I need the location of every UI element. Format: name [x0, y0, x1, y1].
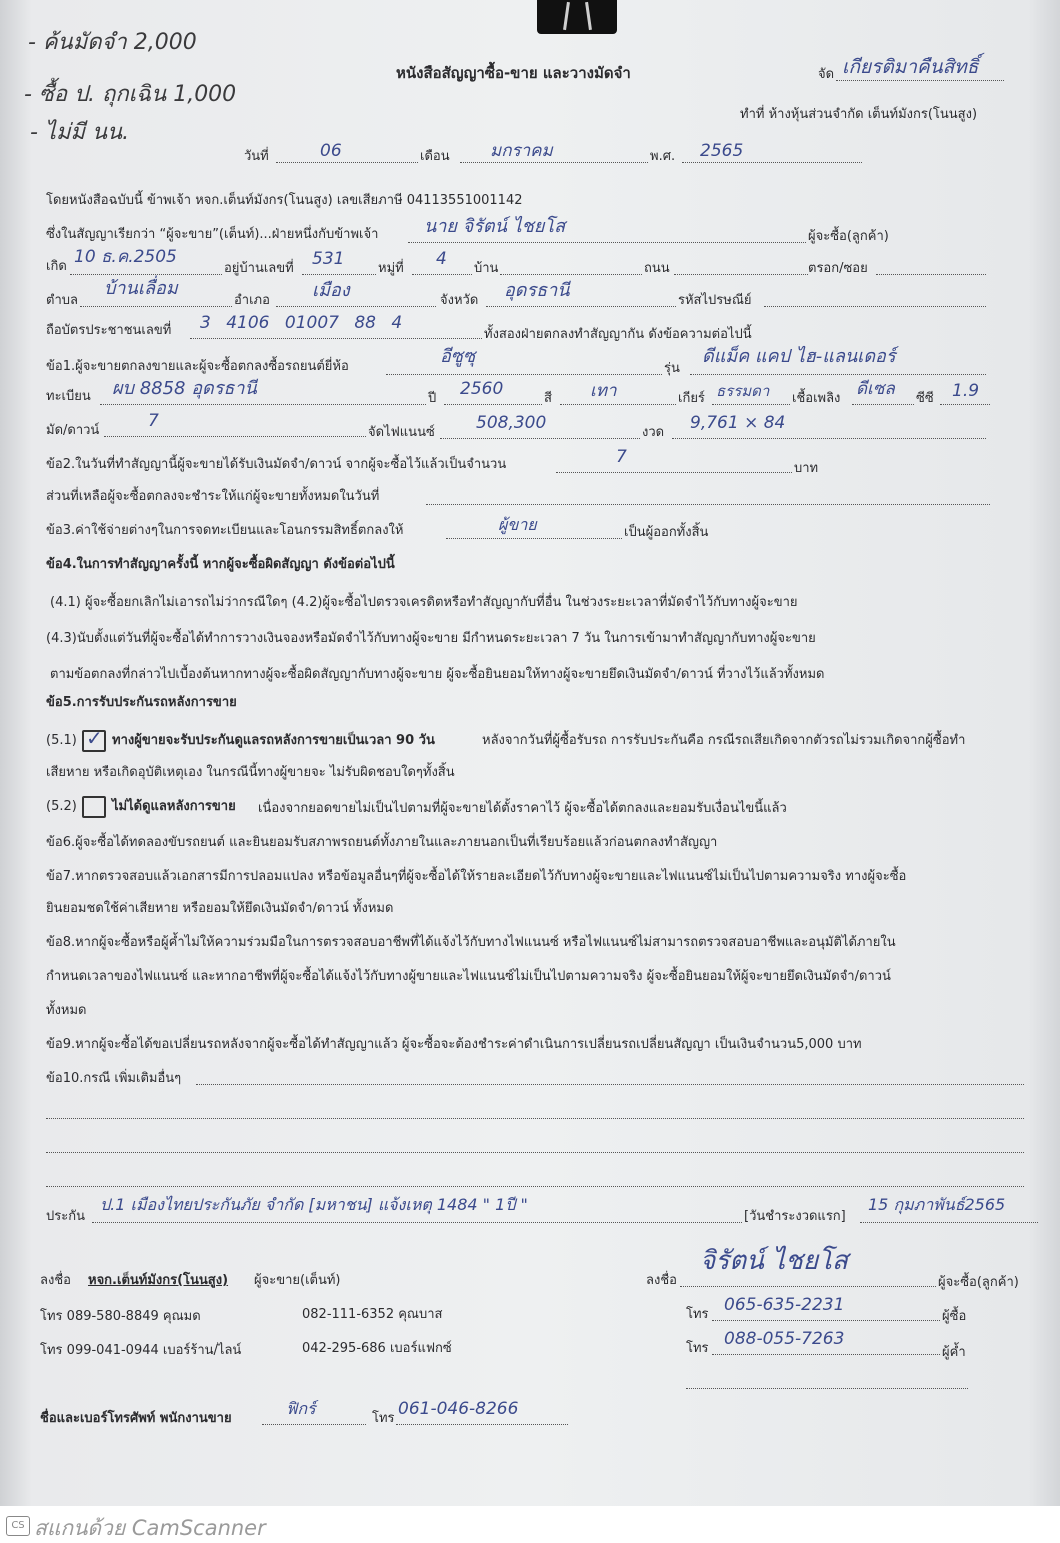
- option-5-2-text: เนื่องจากยอดขายไม่เป็นไปตามที่ผู้จะขายได้ตั้งราคาไว้ ผู้จะซื้อได้ตกลงและยอมรับเงื่อนไขนี้แล้ว: [258, 801, 787, 816]
- clause4-heading: ข้อ4.ในการทำสัญญาครั้งนี้ หากผู้จะซื้อผิดสัญญา ดังข้อต่อไปนี้: [46, 557, 395, 572]
- margin-note-3: - ไม่มี นน.: [30, 120, 130, 145]
- car-color: เทา: [590, 381, 617, 401]
- dotted-line: [460, 162, 648, 163]
- model-label: รุ่น: [664, 361, 680, 376]
- dotted-line: [500, 274, 642, 275]
- clause4-line3: ตามข้อตกลงที่กล่าวไปเบื้องต้นหากทางผู้จะซื้อผิดสัญญากับทางผู้จะขาย ผู้จะซื้อยินยอมให้ทางผู้จะขายยึดเงินมัดจำ/ดาวน์ ที่วางไว้แล้วทั้งหมด: [50, 667, 825, 682]
- document-title: หนังสือสัญญาซื้อ-ขาย และวางมัดจำ: [396, 64, 631, 82]
- clause4-line1: (4.1) ผู้จะซื้อยกเลิกไม่เอารถไม่ว่ากรณีใดๆ (4.2)ผู้จะซื้อไปตรวจเครดิตหรือทำสัญญากับที่อื่น ในช่วงระยะเวลาที่มัดจำไว้กับทางผู้จะขาย: [50, 595, 798, 610]
- first-payment-label: [วันชำระงวดแรก]: [744, 1209, 846, 1224]
- month-label: เดือน: [420, 149, 450, 164]
- tambon-value: บ้านเลื่อม: [104, 278, 178, 299]
- dotted-line: [686, 1388, 968, 1389]
- reg-value: ผบ 8858 อุดรธานี: [112, 378, 257, 399]
- car-cc: 1.9: [952, 381, 980, 401]
- dotted-line: [412, 274, 472, 275]
- car-gear: ธรรมดา: [716, 382, 770, 400]
- moo-value: 4: [436, 249, 447, 269]
- dealer-value: เกียรติมาคืนสิทธิ์: [842, 56, 979, 78]
- car-fuel: ดีเซล: [856, 379, 895, 399]
- staff-phone: 061-046-8266: [398, 1399, 519, 1419]
- tambon-label: ตำบล: [46, 293, 78, 308]
- id-label: ถือบัตรประชาชนเลขที่: [46, 323, 172, 338]
- dotted-line: [444, 404, 542, 405]
- binder-clip: [537, 0, 617, 34]
- seller-phone-3: โทร 099-041-0944 เบอร์ร้าน/ไลน์: [40, 1343, 242, 1358]
- down-label: มัด/ดาวน์: [46, 423, 100, 438]
- clause2-text: ข้อ2.ในวันที่ทำสัญญานี้ผู้จะขายได้รับเงินมัดจำ/ดาวน์ จากผู้จะซื้อไว้แล้วเป็นจำนวน: [46, 457, 507, 472]
- dotted-line: [836, 80, 1004, 81]
- seller-role: ผู้จะขาย(เต็นท์): [254, 1273, 341, 1288]
- alley-label: ตรอก/ซอย: [808, 261, 868, 276]
- province-value: อุดรธานี: [504, 280, 570, 301]
- clause3-text: ข้อ3.ค่าใช้จ่ายต่างๆในการจดทะเบียนและโอนกรรมสิทธิ์ตกลงให้: [46, 523, 404, 538]
- color-label: สี: [544, 391, 552, 406]
- dotted-line: [262, 1424, 366, 1425]
- dotted-line: [940, 404, 990, 405]
- car-year: 2560: [460, 379, 504, 399]
- margin-note-1: - ค้นมัดจำ 2,000: [28, 30, 197, 55]
- seller-phone-4: 042-295-686 เบอร์แฟกซ์: [302, 1341, 452, 1356]
- margin-note-2: - ซื้อ ป. ถุกเฉิน 1,000: [24, 82, 237, 107]
- dotted-line: [674, 274, 808, 275]
- dotted-line: [486, 306, 676, 307]
- staff-tel-label: โทร: [372, 1411, 395, 1426]
- finance-value: 508,300: [476, 413, 547, 433]
- dotted-line: [190, 338, 482, 339]
- dealer-label: จัด: [818, 67, 835, 82]
- clause5-heading: ข้อ5.การรับประกันรถหลังการขาย: [46, 695, 237, 710]
- clause8-line2: กำหนดเวลาของไฟแนนซ์ และหากอาชีพที่ผู้จะซื้อได้แจ้งไว้กับทางผู้ขายและไฟแนนซ์ไม่เป็นไปตามความจริง ผู้จะซื้อยินยอมให้ผู้จะขายยึดเงินมัดจำ/ดาวน์: [46, 969, 891, 984]
- birth-value: 10 ธ.ค.2505: [74, 247, 177, 267]
- dotted-line: [396, 1424, 568, 1425]
- dotted-line: [690, 374, 986, 375]
- insurance-label: ประกัน: [46, 1209, 85, 1224]
- option-5-2-number: (5.2): [46, 799, 77, 814]
- clause2-rest: ส่วนที่เหลือผู้จะซื้อตกลงจะชำระให้แก่ผู้จะขายทั้งหมดในวันที่: [46, 489, 380, 504]
- dotted-line: [426, 504, 990, 505]
- buyer-phone-role: ผู้ซื้อ: [942, 1309, 967, 1324]
- installment-label: งวด: [642, 425, 665, 440]
- id-value: 3 4106 01007 88 4: [200, 313, 403, 333]
- dotted-line: [302, 274, 376, 275]
- installment-value: 9,761 × 84: [690, 413, 786, 433]
- clause1-text: ข้อ1.ผู้จะขายตกลงขายและผู้จะซื้อตกลงซื้อรถยนต์ยี่ห้อ: [46, 359, 349, 374]
- camscanner-logo: CS: [6, 1516, 30, 1536]
- seller-sign-label: ลงชื่อ: [40, 1273, 71, 1288]
- clause9-text: ข้อ9.หากผู้จะซื้อได้ขอเปลี่ยนรถหลังจากผู้จะซื้อได้ทำสัญญาแล้ว ผู้จะซื้อจะต้องชำระค่าดำเนินการเปลี่ยนรถเปลี่ยนสัญญา เป็นเงินจำนวน5,000 บาท: [46, 1037, 862, 1052]
- dotted-line: [46, 1152, 1024, 1153]
- amphoe-label: อำเภอ: [234, 293, 270, 308]
- option-5-1-line2: เสียหาย หรือเกิดอุบัติเหตุเอง ในกรณีนี้ทางผู้ขายจะ ไม่รับผิดชอบใดๆทั้งสิ้น: [46, 765, 455, 780]
- dotted-line: [70, 274, 222, 275]
- staff-label: ชื่อและเบอร์โทรศัพท์ พนักงานขาย: [40, 1411, 232, 1426]
- dotted-line: [712, 1320, 940, 1321]
- option-5-1-number: (5.1): [46, 733, 77, 748]
- village-label: บ้าน: [474, 261, 499, 276]
- seller-phone-2: 082-111-6352 คุณบาส: [302, 1307, 443, 1322]
- gear-label: เกียร์: [678, 391, 705, 406]
- id-suffix: ทั้งสองฝ่ายตกลงทำสัญญากัน ดังข้อความต่อไปนี้: [484, 327, 752, 342]
- first-payment-date: 15 กุมภาพันธ์2565: [868, 1195, 1006, 1214]
- deposit-unit: บาท: [794, 461, 819, 476]
- fuel-label: เชื้อเพลิง: [792, 391, 841, 406]
- dotted-line: [876, 274, 986, 275]
- dotted-line: [672, 438, 986, 439]
- dotted-line: [100, 404, 426, 405]
- dotted-line: [440, 438, 640, 439]
- dotted-line: [446, 538, 622, 539]
- dotted-line: [680, 1286, 936, 1287]
- dotted-line: [556, 472, 792, 473]
- year-label-car: ปี: [428, 391, 437, 406]
- option-5-1-text: หลังจากวันที่ผู้ซื้อรับรถ การรับประกันคือ กรณีรถเสียเกิดจากตัวรถไม่รวมเกิดจากผู้ซื้อทำ: [482, 733, 966, 748]
- dotted-line: [764, 306, 986, 307]
- contract-place: ทำที่ ห้างหุ้นส่วนจำกัด เต็นท์มังกร(โนนสูง): [740, 107, 978, 122]
- finance-label: จัดไฟแนนซ์: [368, 425, 435, 440]
- clause4-line2: (4.3)นับตั้งแต่วันที่ผู้จะซื้อได้ทำการวางเงินจองหรือมัดจำไว้กับทางผู้จะขาย มีกำหนดระยะเวลา 7 วัน ในการเข้ามาทำสัญญากับทางผู้จะขาย: [46, 631, 816, 646]
- moo-label: หมู่ที่: [378, 261, 404, 276]
- cc-label: ซีซี: [916, 391, 934, 406]
- clause8-line3: ทั้งหมด: [46, 1003, 87, 1018]
- clause3-suffix: เป็นผู้ออกทั้งสิ้น: [624, 525, 709, 540]
- option-5-2-checkbox[interactable]: [82, 796, 106, 818]
- house-label: อยู่บ้านเลขที่: [224, 261, 294, 276]
- checkmark-icon: ✓: [86, 726, 103, 750]
- buyer-signature: จิรัตน์ ไชยโส: [700, 1246, 848, 1276]
- car-model: ดีแม็ค แคป ไฮ-แลนเดอร์: [702, 346, 896, 367]
- road-label: ถนน: [644, 261, 670, 276]
- dotted-line: [46, 1118, 1024, 1119]
- buyer-role: ผู้จะซื้อ(ลูกค้า): [938, 1275, 1019, 1290]
- down-value: 7: [148, 411, 159, 431]
- clause7-line2: ยินยอมชดใช้ค่าเสียหาย หรือยอมให้ยึดเงินมัดจำ/ดาวน์ ทั้งหมด: [46, 901, 394, 916]
- car-brand: อีซูซุ: [440, 346, 476, 367]
- house-value: 531: [312, 249, 345, 269]
- day-value: 06: [320, 141, 342, 161]
- clause8-line1: ข้อ8.หากผู้จะซื้อหรือผู้ค้ำไม่ให้ความร่วมมือในการตรวจสอบอาชีพที่ได้แจ้งไว้กับทางไฟแนนซ์ หรือไฟแนนซ์ไม่สามารถตรวจสอบอาชีพและอนุมัติได้ภายใน: [46, 935, 896, 950]
- amphoe-value: เมือง: [312, 280, 350, 301]
- dotted-line: [46, 1186, 1024, 1187]
- day-label: วันที่: [244, 149, 269, 164]
- year-value: 2565: [700, 141, 744, 161]
- province-label: จังหวัด: [440, 293, 479, 308]
- dotted-line: [560, 404, 676, 405]
- dotted-line: [386, 374, 662, 375]
- dotted-line: [682, 162, 862, 163]
- dotted-line: [276, 306, 436, 307]
- guarantor-tel-label: โทร: [686, 1341, 709, 1356]
- buyer-name: นาย จิรัตน์ ไชยโส: [424, 216, 566, 237]
- birth-label: เกิด: [46, 259, 67, 274]
- clause6-text: ข้อ6.ผู้จะซื้อได้ทดลองขับรถยนต์ และยินยอมรับสภาพรถยนต์ทั้งภายในและภายนอกเป็นที่เรียบร้อยแล้วก่อนตกลงทำสัญญา: [46, 835, 718, 850]
- seller-phone-1: โทร 089-580-8849 คุณมด: [40, 1309, 201, 1324]
- clause7-line1: ข้อ7.หากตรวจสอบแล้วเอกสารมีการปลอมแปลง หรือข้อมูลอื่นๆที่ผู้จะซื้อได้ให้รายละเอียดไว้กับทางผู้จะขายและไฟแนนซ์ไม่เป็นไปตามความจริง ทางผู้จะซื้อ: [46, 869, 907, 884]
- guarantor-phone: 088-055-7263: [724, 1329, 845, 1349]
- fee-payer: ผู้ขาย: [498, 515, 537, 534]
- dotted-line: [104, 436, 366, 437]
- month-value: มกราคม: [490, 141, 553, 161]
- dotted-line: [860, 1222, 1038, 1223]
- dotted-line: [408, 242, 806, 243]
- dotted-line: [276, 162, 418, 163]
- dotted-line: [852, 404, 914, 405]
- dotted-line: [712, 1354, 940, 1355]
- dotted-line: [92, 1222, 742, 1223]
- staff-name: ฟิกร์: [286, 1399, 316, 1418]
- scanner-footer: [0, 1506, 1060, 1543]
- buyer-tel-label: โทร: [686, 1307, 709, 1322]
- insurance-value: ป.1 เมืองไทยประกันภัย จำกัด [มหาชน] แจ้งเหตุ 1484 " 1ปี ": [100, 1195, 528, 1214]
- option-5-1-checkbox[interactable]: [82, 726, 106, 752]
- option-5-2-bold: ไม่ได้ดูแลหลังการขาย: [112, 799, 236, 814]
- buyer-sign-label: ลงชื่อ: [646, 1273, 677, 1288]
- party-prefix: ซึ่งในสัญญาเรียกว่า “ผู้จะขาย”(เต็นท์)...ฝ่ายหนึ่งกับข้าพเจ้า: [46, 227, 379, 242]
- seller-name: หจก.เต็นท์มังกร(โนนสูง): [88, 1273, 229, 1288]
- camscanner-watermark: สแกนด้วย CamScanner: [34, 1516, 266, 1540]
- buyer-phone: 065-635-2231: [724, 1295, 845, 1315]
- intro-text: โดยหนังสือฉบับนี้ ข้าพเจ้า หจก.เต็นท์มังกร(โนนสูง) เลขเสียภาษี 04113551001142: [46, 193, 523, 208]
- dotted-line: [80, 306, 232, 307]
- option-5-1-bold: ทางผู้ขายจะรับประกันดูแลรถหลังการขายเป็นเวลา 90 วัน: [112, 733, 435, 748]
- reg-label: ทะเบียน: [46, 389, 91, 404]
- postal-label: รหัสไปรษณีย์: [678, 293, 752, 308]
- year-label: พ.ศ.: [650, 149, 676, 164]
- buyer-role: ผู้จะซื้อ(ลูกค้า): [808, 229, 889, 244]
- dotted-line: [712, 404, 790, 405]
- deposit-amount: 7: [616, 447, 627, 467]
- clause10-text: ข้อ10.กรณี เพิ่มเติมอื่นๆ: [46, 1071, 182, 1086]
- dotted-line: [196, 1084, 1024, 1085]
- guarantor-phone-role: ผู้ค้ำ: [942, 1345, 966, 1360]
